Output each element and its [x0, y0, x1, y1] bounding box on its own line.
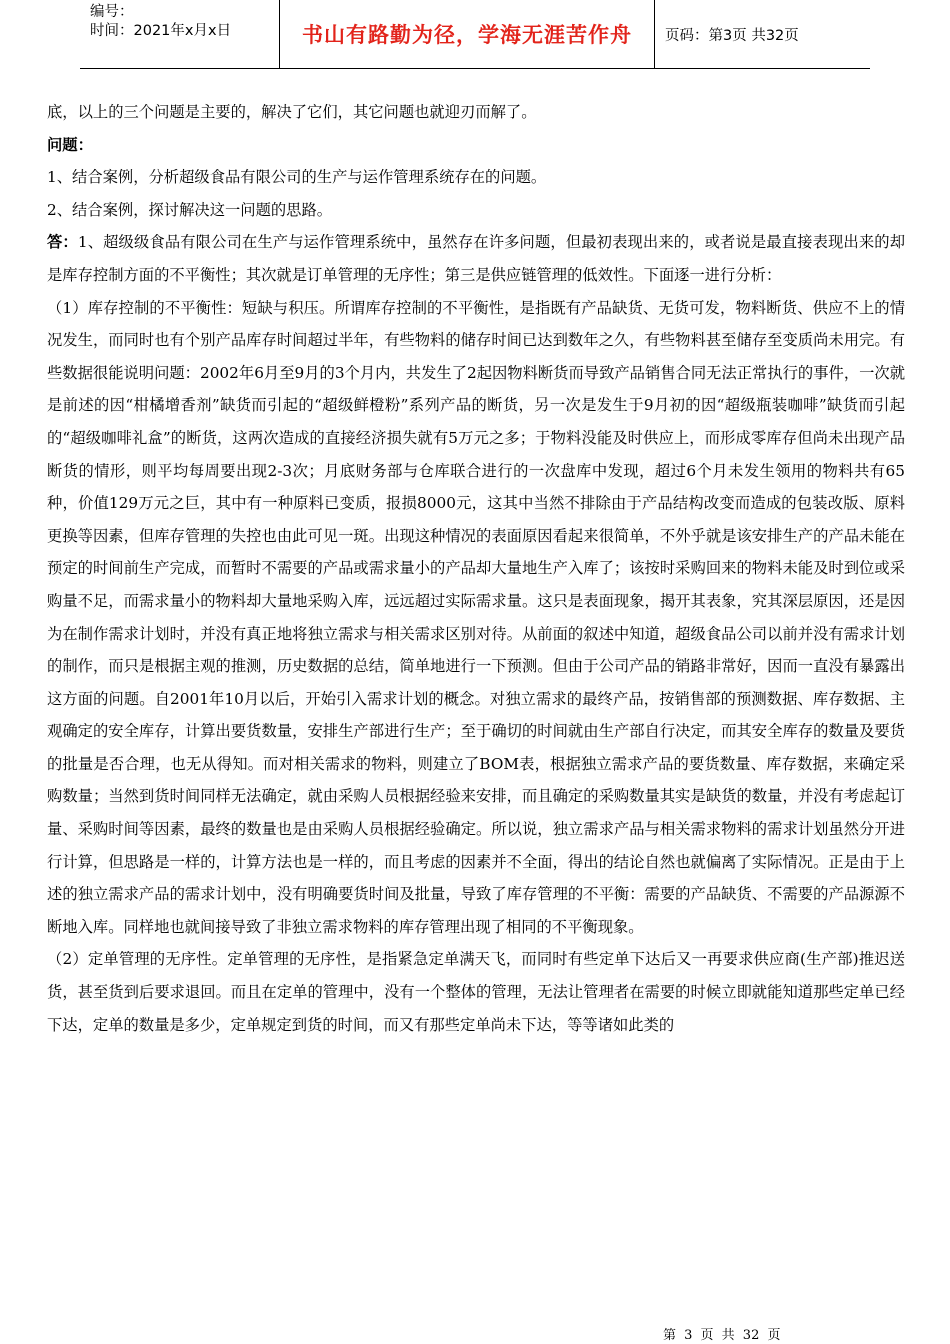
document-body — [47, 96, 905, 1041]
page-footer: 第 3 页 共 32 页 — [663, 1328, 781, 1343]
document-number-label: 编号： — [90, 4, 134, 20]
section-2-order-management: （2）定单管理的无序性。定单管理的无序性，是指紧急定单满天飞，而同时有些定单下达后又一再要求供应商(生产部)推迟送货，甚至货到后要求退回。而且在定单的管理中，没有一个整体的管理，无法让管理者在需要的时候立即就能知道那些定单已经下达，定单的数量是多少，定单规定到货的时间，而又有那些定单尚未下达，等等诸如此类的 — [47, 950, 905, 1034]
answer-intro-text: 1、超级级食品有限公司在生产与运作管理系统中，虽然存在许多问题，但最初表现出来的，或者说是最直接表现出来的却是库存控制方面的不平衡性；其次就是订单管理的无序性；第三是供应链管理的低效性。下面逐一进行分析： — [47, 233, 905, 284]
section-1-inventory-control: （1）库存控制的不平衡性：短缺与积压。所谓库存控制的不平衡性，是指既有产品缺货、无货可发，物料断货、供应不上的情况发生，而同时也有个别产品库存时间超过半年，有些物料的储存时间已达到数年之久，有些物料甚至储存至变质尚未用完。有些数据很能说明问题：2002年6月至9月的3个月内，共发生了2起因物料断货而导致产品销售合同无法正常执行的事件，一次就是前述的因“柑橘增香剂”缺货而引起的“超级鲜橙粉”系列产品的断货，另一次是发生于9月初的因“超级瓶装咖啡”缺货而引起的“超级咖啡礼盒”的断货，这两次造成的直接经济损失就有5万元之多；于物料没能及时供应上，而形成零库存但尚未出现产品断货的情形，则平均每周要出现2-3次；月底财务部与仓库联合进行的一次盘库中发现，超过6个月未发生领用的物料共有65种，价值129万元之巨，其中有一种原料已变质，报损8000元，这其中当然不排除由于产品结构改变而造成的包装改版、原料更换等因素，但库存管理的失控也由此可见一斑。出现这种情况的表面原因看起来很简单，不外乎就是该安排生产的产品未能在预定的时间前生产完成，而暂时不需要的产品或需求量小的产品却大量地生产入库了；该按时采购回来的物料未能及时到位或采购量不足，而需求量小的物料却大量地采购入库，远远超过实际需求量。这只是表面现象，揭开其表象，究其深层原因，还是因为在制作需求计划时，并没有真正地将独立需求与相关需求区别对待。从前面的叙述中知道，超级食品公司以前并没有需求计划的制作，而只是根据主观的推测，历史数据的总结，简单地进行一下预测。但由于公司产品的销路非常好，因而一直没有暴露出这方面的问题。自2001年10月以后，开始引入需求计划的概念。对独立需求的最终产品，按销售部的预测数据、库存数据、主观确定的安全库存，计算出要货数量，安排生产部进行生产；至于确切的时间就由生产部自行决定，而其安全库存的数量及要货的批量是否合理，也无从得知。而对相关需求的物料，则建立了BOM表，根据独立需求产品的要货数量、库存数据，来确定采购数量；当然到货时间同样无法确定，就由采购人员根据经验来安排，而且确定的采购数量其实是缺货的数量，并没有考虑起订量、采购时间等因素，最终的数量也是由采购人员根据经验确定。所以说，独立需求产品与相关需求物料的需求计划虽然分开进行计算，但思路是一样的，计算方法也是一样的，而且考虑的因素并不全面，得出的结论自然也就偏离了实际情况。正是由于上述的独立需求产品的需求计划中，没有明确要货时间及批量，导致了库存管理的不平衡：需要的产品缺货、不需要的产品源源不断地入库。同样地也就间接导致了非独立需求物料的库存管理出现了相同的不平衡现象。 — [47, 298, 906, 936]
answer-label: 答： — [47, 233, 78, 252]
header-motto: 书山有路勤为径，学海无涯苦作舟 — [280, 0, 655, 68]
question-2: 2、结合案例，探讨解决这一问题的思路。 — [47, 200, 333, 219]
document-date-label: 时间：2021年x月x日 — [90, 23, 232, 39]
header-page-number: 页码：第3页 共32页 — [665, 27, 799, 44]
paragraph-continuation: 底，以上的三个问题是主要的，解决了它们，其它问题也就迎刃而解了。 — [47, 103, 537, 121]
answer-intro-paragraph — [47, 226, 905, 291]
header-meta — [80, 0, 280, 68]
page-header — [80, 0, 870, 69]
question-1: 1、结合案例，分析超级食品有限公司的生产与运作管理系统存在的问题。 — [47, 168, 547, 187]
questions-heading: 问题： — [47, 135, 93, 154]
